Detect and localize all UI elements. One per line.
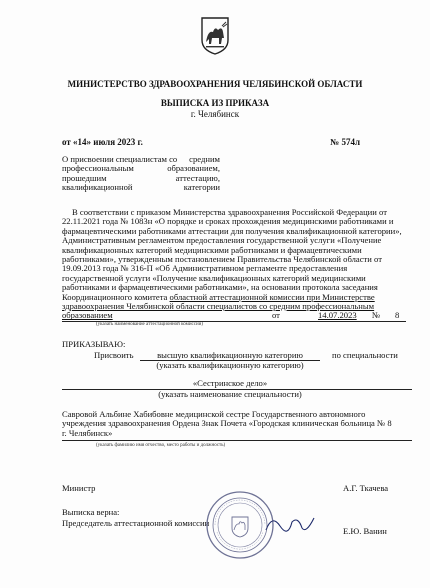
assign-label: Присвоить: [94, 350, 134, 360]
chair-label: Председатель аттестационной комиссии: [62, 518, 210, 528]
category-caption: (указать квалификационную категорию): [156, 360, 304, 370]
order-date: от «14» июля 2023 г.: [62, 137, 143, 147]
coat-of-arms-emblem: [200, 16, 230, 56]
specialty-name: «Сестринское дело»: [192, 378, 268, 388]
order-heading: ПРИКАЗЫВАЮ:: [62, 339, 126, 349]
specialty-label: по специальности: [332, 350, 398, 360]
employee-caption: (указать фамилию имя отчество, место работы и должность): [96, 443, 226, 448]
specialty-caption: (указать наименование специальности): [158, 389, 302, 399]
qualification-category: высшую квалификационную категорию: [157, 350, 303, 360]
official-stamp: [205, 490, 275, 560]
chair-name: Е.Ю. Ванин: [343, 526, 387, 536]
order-subject: О присвоении специалистам со средним профессиональным образованием, прошедшим аттестацию, квалификационной категории: [62, 154, 220, 193]
preamble-paragraph: В соответствии с приказом Министерства здравоохранения Российской Федерации от 22.11.2021 года № 1083н «О порядке и сроках прохождения медицинскими работниками и фармацевтическими работниками аттестации для получения квалификационной категории», Административным регламентом предоставления государственной услуги «Получение квалификационных категорий медицинскими работниками и фармацевтическими работниками», утвержденным постановлением Правительства Челябинской области от 19.09.2013 года № 316-П «Об Административном регламенте предоставления государственной услуги «Получение квалификационных категорий медицинскими работниками и фармацевтическими работниками», на основании протокола заседания Координационного комитета областной аттестационной комиссии при Министерстве здравоохранения Челябинской области специалистов со средним профессиональным образованием от 14.07.2023 № 8: [62, 207, 402, 321]
copy-verified-label: Выписка верна:: [62, 507, 120, 517]
employee-paragraph: Савровой Альбине Хабибовне медицинской сестре Государственного автономного учреждения здравоохранения Ордена Знак Почета «Городская клиническая больница № 8 г. Челябинск»: [62, 409, 392, 438]
city: г. Челябинск: [190, 109, 240, 119]
commission-caption: (указать наименование аттестационной комиссии): [96, 322, 203, 327]
minister-name: А.Г. Ткачева: [343, 483, 389, 493]
ministry-title: МИНИСТЕРСТВО ЗДРАВООХРАНЕНИЯ ЧЕЛЯБИНСКОЙ ОБЛАСТИ: [67, 79, 363, 89]
order-number: № 574л: [330, 137, 360, 147]
minister-label: Министр: [62, 483, 96, 493]
document-title: ВЫПИСКА ИЗ ПРИКАЗА: [160, 98, 270, 108]
